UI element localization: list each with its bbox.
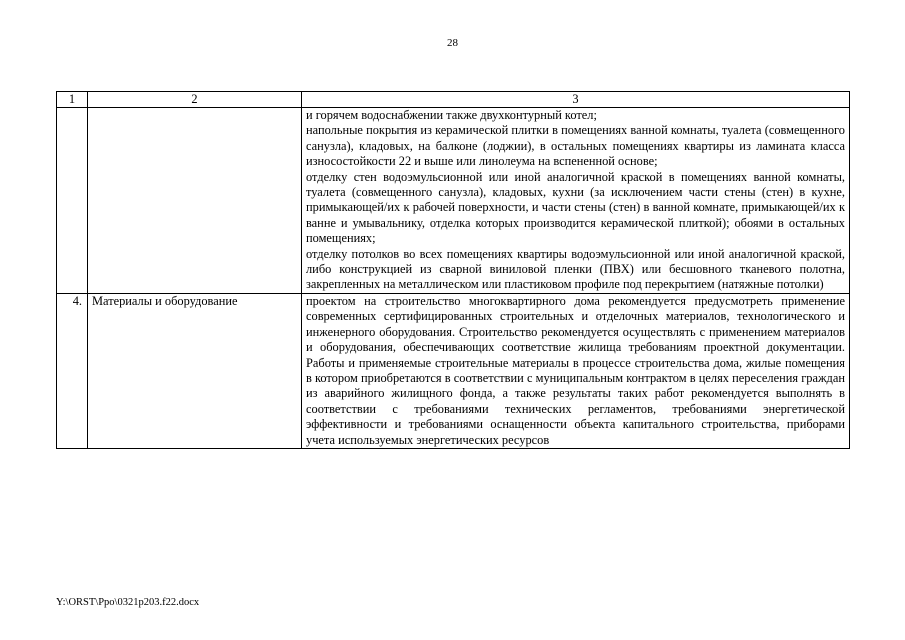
footer-file-path: Y:\ORST\Ppo\0321p203.f22.docx [56,597,200,608]
header-cell-2: 2 [88,92,302,108]
description-paragraph: проектом на строительство многоквартирного дома рекомендуется предусмотреть применение современных сертифицированных строительных и отделочных материалов, технологического и инженерного оборудования. Строительство рекомендуется осуществлять с применением материалов и оборудования, обеспечивающих соответствие жилища требованиям проектной документации. Работы и применяемые строительные материалы в процессе строительства дома, жилые помещения в котором приобретаются в соответствии с муниципальным контрактом в целях переселения граждан из аварийного жилищного фонда, а также результаты таких работ рекомендуется выполнять в соответствии с требованиями технических регламентов, требованиями энергетической эффективности и требованиями оснащенности объекта капитального строительства, приборами учета используемых энергетических ресурсов [306,293,845,447]
table-row-4 [57,293,850,448]
header-cell-3: 3 [302,92,850,108]
description-paragraph: отделку стен водоэмульсионной или иной аналогичной краской в помещениях ванной комнаты, туалета (совмещенного санузла), кладовых, кухни (за исключением части стены (стен) в кухне, примыкающей/их к рабочей поверхности, и части стены (стен) в ванной комнате, примыкающей/их к ванне и умывальнику, отделка которых производится керамической плиткой); обоями в остальных помещениях; [306,169,845,246]
table-row-continuation [57,108,850,294]
table-header-row [57,92,850,108]
description-paragraph: напольные покрытия из керамической плитки в помещениях ванной комнаты, туалета (совмещенного санузла), кладовых, на балконе (лоджии), в остальных помещениях квартиры из ламината класса износостойкости 22 и выше или линолеума на вспененной основе; [306,123,845,169]
page-number: 28 [447,37,458,49]
row-description-cell [302,293,850,448]
row-description-cell [302,108,850,294]
description-paragraph: и горячем водоснабжении также двухконтурный котел; [306,108,597,122]
description-paragraph: отделку потолков во всех помещениях квартиры водоэмульсионной или иной аналогичной краской, либо конструкцией из сварной виниловой пленки (ПВХ) или бесшовного тканевого полотна, закрепленных на металлическом или пластиковом профиле под перекрытием (натяжные потолки) [306,246,845,292]
row-name-cell: Материалы и оборудование [88,293,302,448]
row-number-cell: 4. [57,293,88,448]
requirements-table [56,91,850,449]
row-number-cell [57,108,88,294]
header-cell-1: 1 [57,92,88,108]
row-name-cell [88,108,302,294]
